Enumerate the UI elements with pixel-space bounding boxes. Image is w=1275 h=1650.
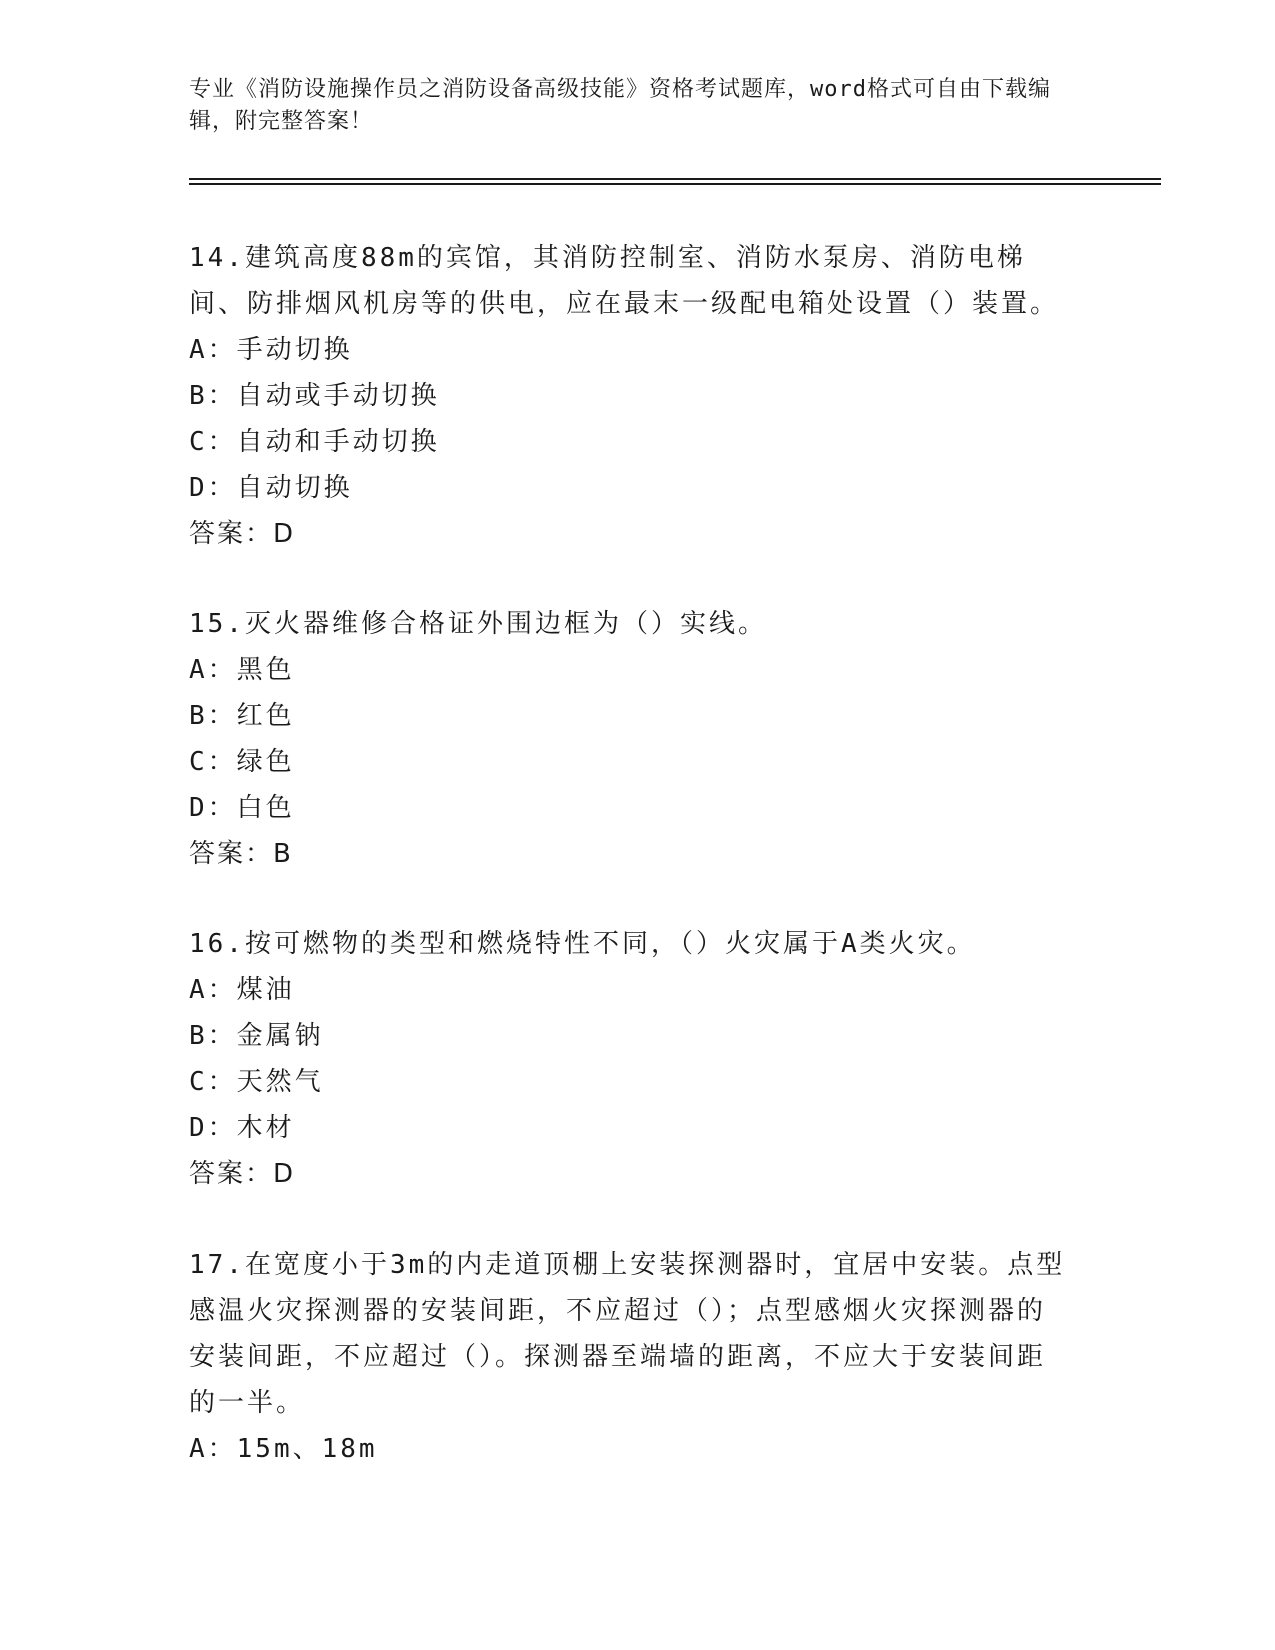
option-b: B：红色 xyxy=(189,701,295,731)
option-b: B：自动或手动切换 xyxy=(189,381,440,411)
question-stem: 17.在宽度小于3m的内走道顶棚上安装探测器时，宜居中安装。点型感温火灾探测器的安装间距，不应超过（）；点型感烟火灾探测器的安装间距，不应超过（）。探测器至端墙的距离，不应大于安装间距的一半。 xyxy=(189,1250,1066,1418)
question-stem: 15.灭火器维修合格证外围边框为（）实线。 xyxy=(189,609,767,639)
question-14 xyxy=(189,235,1069,557)
option-a: A：15m、18m xyxy=(189,1434,378,1464)
answer: 答案：D xyxy=(189,1159,296,1189)
option-c: C：自动和手动切换 xyxy=(189,427,440,457)
document-header: 专业《消防设施操作员之消防设备高级技能》资格考试题库，word格式可自由下载编辑，附完整答案！ xyxy=(189,77,1051,134)
question-stem: 16.按可燃物的类型和燃烧特性不同，（）火灾属于A类火灾。 xyxy=(189,929,976,959)
question-16 xyxy=(189,921,1069,1197)
option-c: C：绿色 xyxy=(189,747,295,777)
option-d: D：木材 xyxy=(189,1113,295,1143)
option-a: A：手动切换 xyxy=(189,335,353,365)
option-d: D：白色 xyxy=(189,793,295,823)
question-15 xyxy=(189,601,1069,877)
option-a: A：黑色 xyxy=(189,655,295,685)
option-a: A：煤油 xyxy=(189,975,295,1005)
answer: 答案：D xyxy=(189,519,296,549)
option-c: C：天然气 xyxy=(189,1067,324,1097)
question-17 xyxy=(189,1242,1069,1472)
question-stem: 14.建筑高度88m的宾馆，其消防控制室、消防水泵房、消防电梯间、防排烟风机房等的供电，应在最末一级配电箱处设置（）装置。 xyxy=(189,243,1060,319)
option-b: B：金属钠 xyxy=(189,1021,324,1051)
header-divider-line xyxy=(189,178,1161,180)
answer: 答案：B xyxy=(189,839,293,869)
header-divider-line xyxy=(189,183,1161,185)
option-d: D：自动切换 xyxy=(189,473,353,503)
